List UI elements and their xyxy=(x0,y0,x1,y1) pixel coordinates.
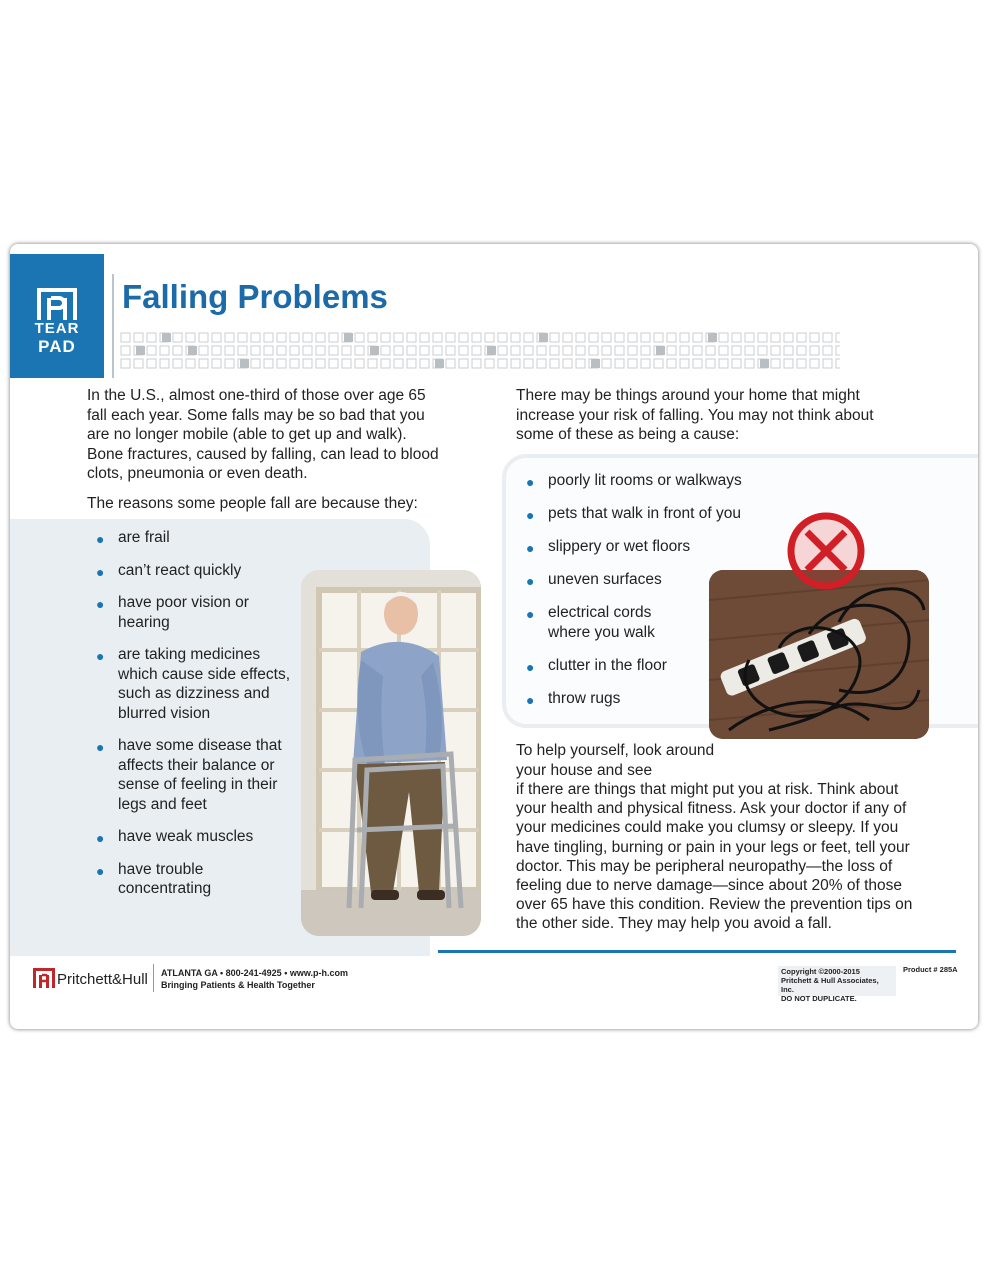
footer-divider xyxy=(438,950,956,953)
tear-pad-card xyxy=(10,244,978,1029)
tear-pad-logo xyxy=(10,254,104,378)
brand-name: Pritchett&Hull xyxy=(57,971,148,988)
bullet-icon: ● xyxy=(526,474,535,490)
bullet-icon: ● xyxy=(96,648,105,664)
bullet-icon: ● xyxy=(526,507,535,523)
list-item: ● have trouble concentrating xyxy=(96,860,212,897)
page-title: Falling Problems xyxy=(122,278,388,315)
footer-separator xyxy=(153,964,154,992)
bullet-icon: ● xyxy=(526,573,535,589)
bullet-icon: ● xyxy=(526,658,535,675)
contact-line: ATLANTA GA • 800-241-4925 • www.p-h.com xyxy=(161,968,349,978)
bullet-icon: ● xyxy=(96,596,105,612)
bullet-icon: ● xyxy=(526,691,535,708)
help-paragraph-rest: if there are things that might put you at risk. Think about your health and physical fitness. Ask your doctor if any of your medicines could make you clumsy or sleepy. If you have tingling, burning or pain in your legs or feet, tell your doctor. This may be peripheral neuropathy—the loss of feeling due to nerve damage—since about 20% of those over 65 have this condition. Review the prevention tips on the other side. They may help you avoid a fall. xyxy=(516,781,913,933)
home-risks-lead: There may be things around your home that might increase your risk of falling. You may not think about some of these as being a cause: xyxy=(516,387,874,443)
power-strip-cords-photo xyxy=(709,570,929,739)
bullet-icon: ● xyxy=(526,540,535,556)
list-item: ● throw rugs xyxy=(548,689,748,709)
tagline: Bringing Patients & Health Together xyxy=(161,980,315,990)
list-item: ● poorly lit rooms or walkways xyxy=(548,471,748,491)
elderly-man-walker-photo xyxy=(301,570,481,936)
list-item: ● are frail xyxy=(118,528,296,548)
bullet-icon: ● xyxy=(96,830,105,846)
copyright-notice: Copyright ©2000-2015 Pritchett & Hull Associates, Inc. DO NOT DUPLICATE. xyxy=(778,966,896,996)
bullet-icon: ● xyxy=(96,563,105,580)
bullet-icon: ● xyxy=(96,531,105,547)
prohibition-icon xyxy=(785,510,867,592)
list-item: ● slippery or wet floors xyxy=(548,537,748,557)
logo-word-pad: PAD xyxy=(38,337,76,356)
title-divider xyxy=(112,274,114,378)
contact-info xyxy=(161,967,348,991)
list-item: ● have some disease that affects their balance or sense of feeling in their legs and feet xyxy=(96,737,282,813)
list-item: ● clutter in the floor xyxy=(548,656,748,676)
help-paragraph-start: To help yourself, look around your house and see xyxy=(516,742,715,779)
reasons-lead: The reasons some people fall are because they: xyxy=(87,495,418,512)
bullet-icon: ● xyxy=(96,862,105,879)
list-item: ● electrical cords where you walk xyxy=(526,604,655,641)
pritchett-hull-logo-icon xyxy=(32,966,56,990)
list-item: ● pets that walk in front of you xyxy=(548,504,748,524)
list-item: ● are taking medicines which cause side effects, such as dizziness and blurred vision xyxy=(96,646,291,722)
reasons-list xyxy=(96,528,296,912)
list-item: ● uneven surfaces xyxy=(548,570,748,590)
pritchett-hull-mark-icon xyxy=(35,284,79,320)
product-number: Product # 285A xyxy=(903,965,958,974)
bullet-icon: ● xyxy=(96,739,105,755)
list-item: ● can’t react quickly xyxy=(118,561,296,581)
list-item: ● have weak muscles xyxy=(118,827,296,847)
bullet-icon: ● xyxy=(526,606,535,622)
logo-word-tear: TEAR xyxy=(34,320,80,337)
intro-paragraph: In the U.S., almost one-third of those over age 65 fall each year. Some falls may be so bad that you are no longer mobile (able to get up and walk). Bone fractures, caused by falling, can lead to blood clots, pneumonia or even death. xyxy=(87,387,439,482)
decorative-square-pattern xyxy=(120,332,840,372)
list-item: ● have poor vision or hearing xyxy=(96,594,249,631)
